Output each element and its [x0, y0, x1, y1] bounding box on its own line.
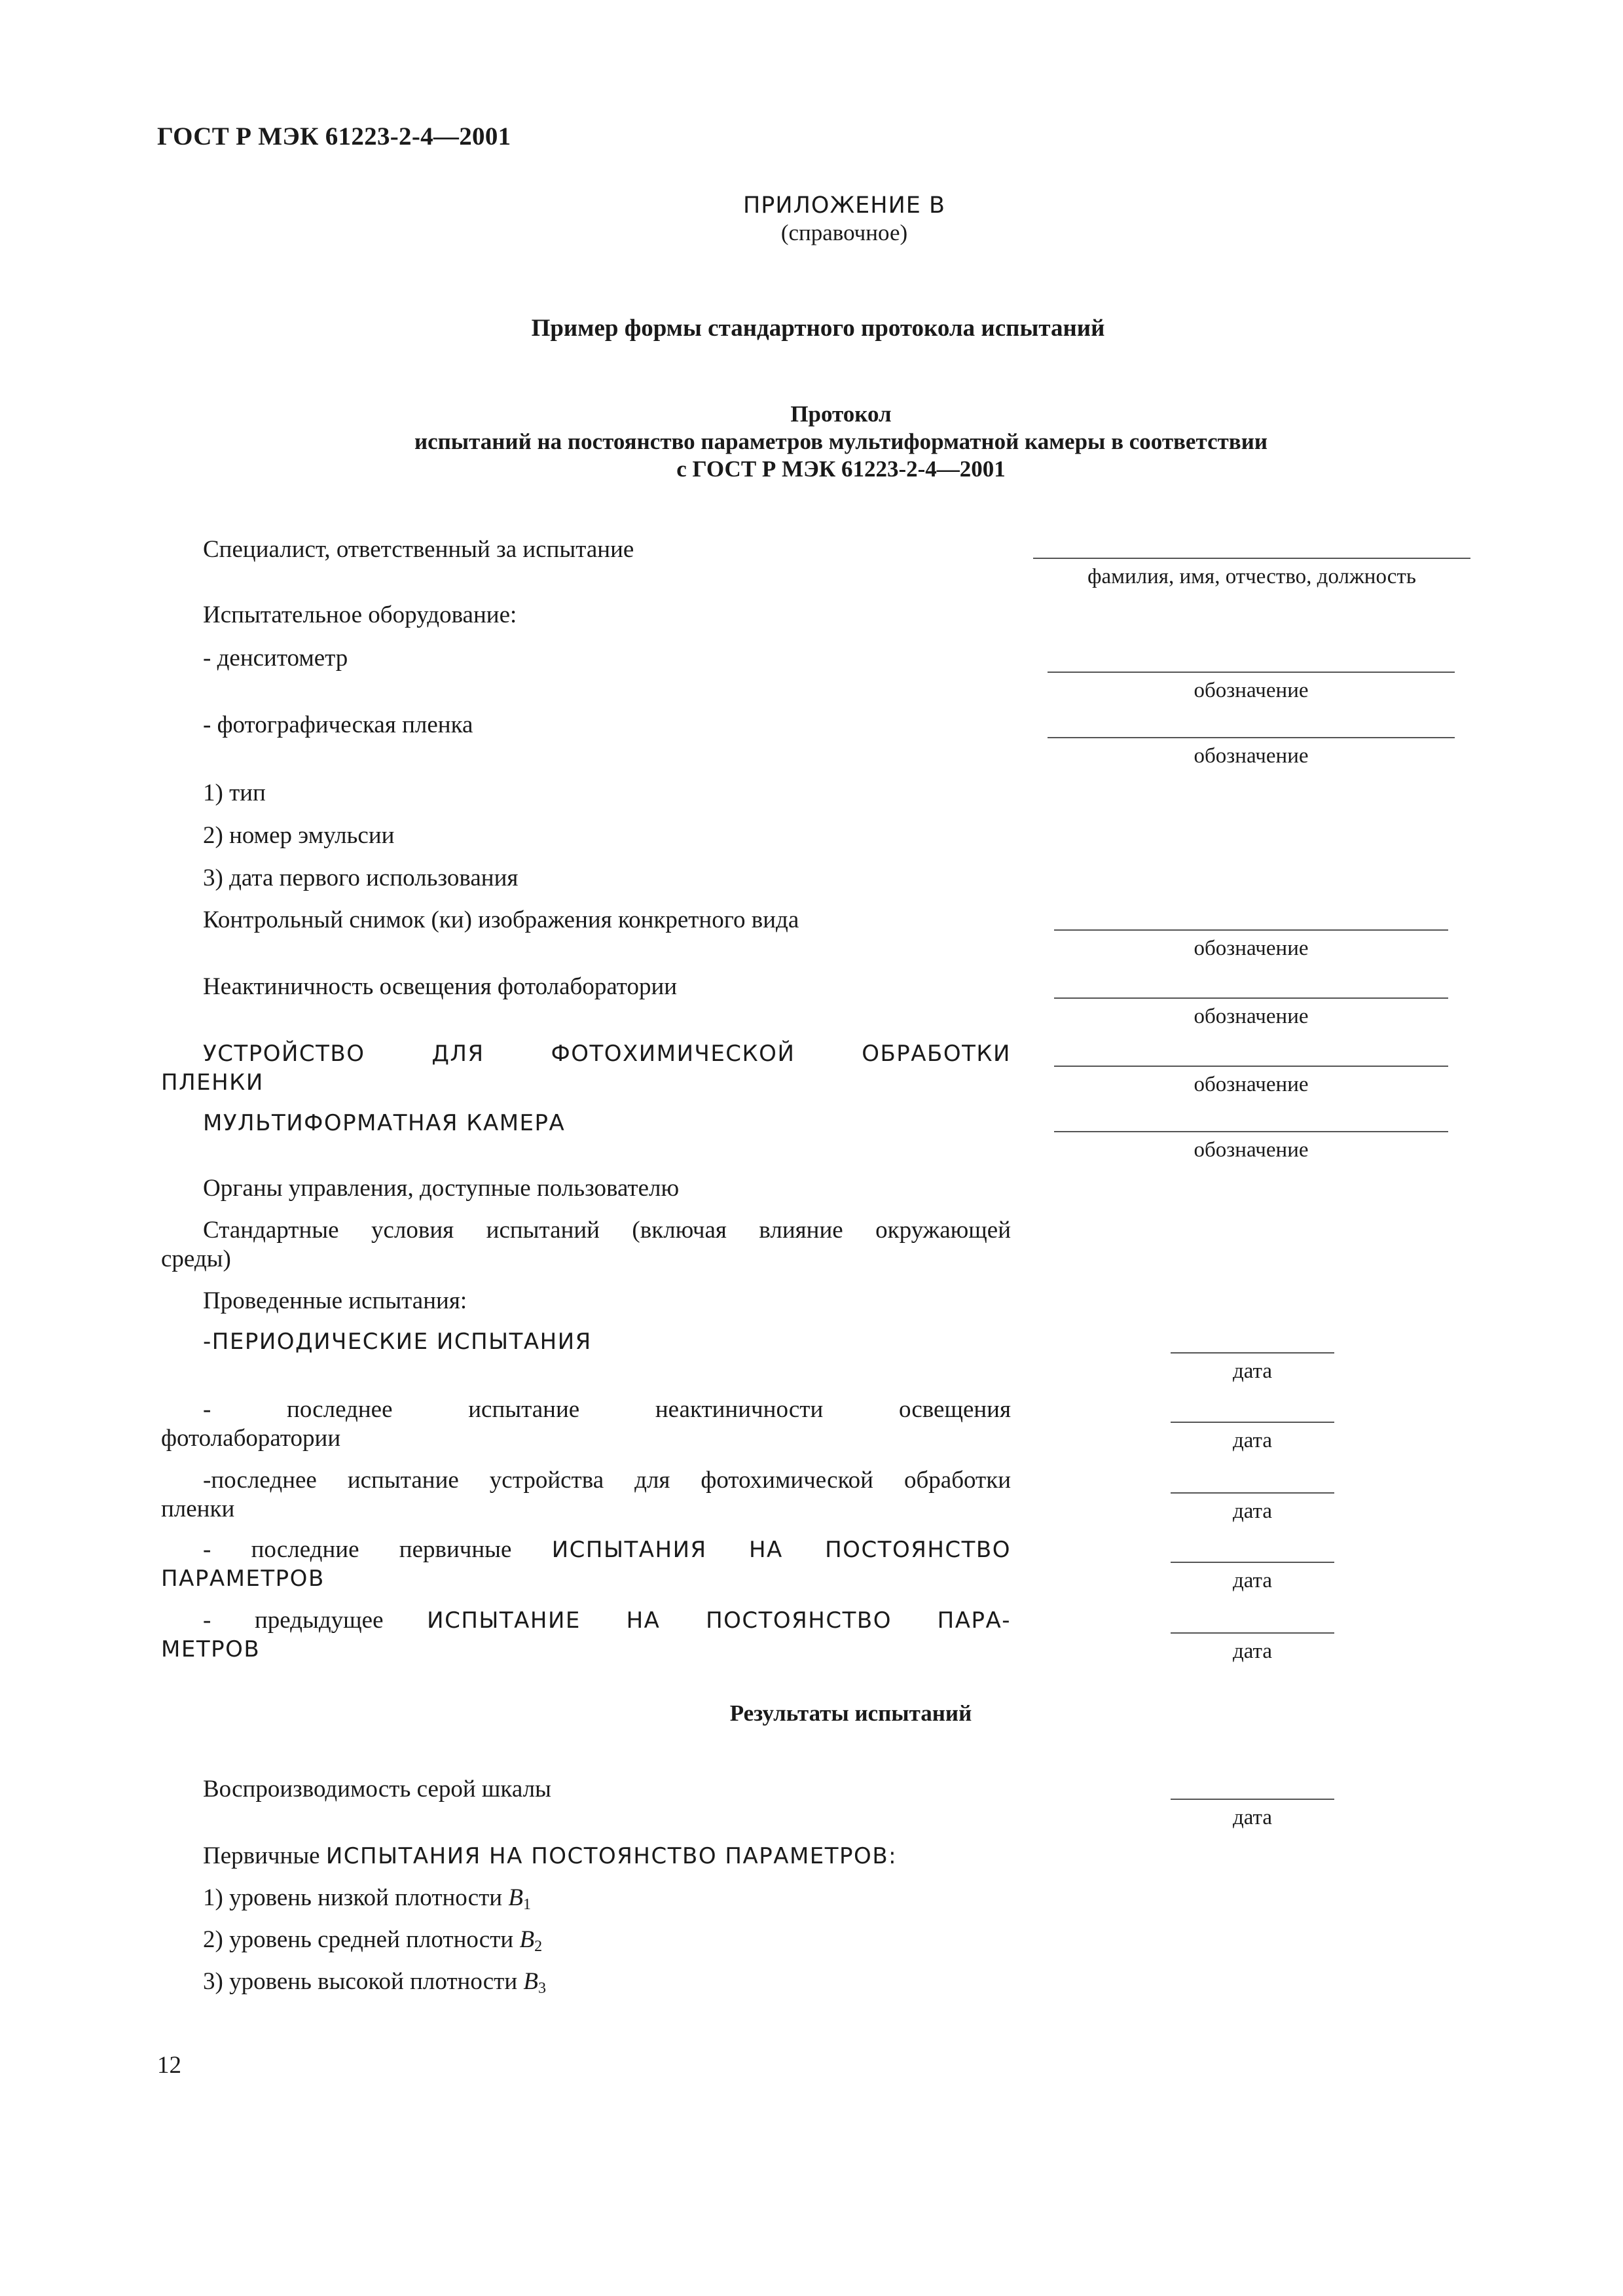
field-caption: фамилия, имя, отчество, должность	[1087, 565, 1416, 588]
conditions-label: Стандартные условия испытаний (включая влияние окружающей	[203, 1217, 1011, 1244]
density-index: 1	[522, 1896, 531, 1913]
entry-line	[1048, 672, 1455, 673]
previous-test-date[interactable]	[1171, 1632, 1334, 1664]
entry-line	[1171, 1632, 1334, 1634]
text-part: ИСПЫТАНИЯ НА ПОСТОЯНСТВО ПАРАМЕТРОВ:	[325, 1843, 898, 1869]
text-part: 3) уровень высокой плотности	[203, 1968, 524, 1995]
specialist-field[interactable]	[1033, 558, 1470, 589]
field-caption: дата	[1232, 1499, 1273, 1523]
field-caption: дата	[1232, 1429, 1273, 1452]
protocol-line: Протокол	[790, 401, 892, 427]
field-caption: дата	[1232, 1359, 1273, 1383]
field-caption: обозначение	[1194, 937, 1309, 960]
last-initial-test-date[interactable]	[1171, 1562, 1334, 1593]
high-density-label	[203, 1967, 546, 2003]
grey-scale-date[interactable]	[1171, 1799, 1334, 1830]
entry-line	[1054, 1066, 1448, 1067]
field-caption: обозначение	[1194, 1005, 1309, 1028]
signature-line	[1033, 558, 1470, 559]
control-image-label: Контрольный снимок (ки) изображения конкретного вида	[203, 906, 799, 933]
density-index: 2	[534, 1938, 543, 1955]
field-caption: обозначение	[1194, 744, 1309, 768]
appendix-note: (справочное)	[780, 220, 908, 245]
darkroom-field[interactable]	[1054, 997, 1448, 1029]
last-darkroom-test-label: - последнее испытание неактиничности освещения	[203, 1396, 1011, 1423]
field-caption: дата	[1232, 1806, 1273, 1829]
appendix-title: ПРИЛОЖЕНИЕ В	[742, 192, 946, 219]
field-caption: обозначение	[1194, 679, 1309, 702]
text-part: ИСПЫТАНИЕ НА ПОСТОЯНСТВО ПАРА-	[427, 1607, 1011, 1634]
specialist-label: Специалист, ответственный за испытание	[203, 536, 634, 563]
initial-tests-label	[203, 1842, 897, 1871]
entry-line	[1171, 1422, 1334, 1423]
protocol-line: с ГОСТ Р МЭК 61223-2-4—2001	[676, 456, 1006, 482]
tests-done-label: Проведенные испытания:	[203, 1287, 467, 1314]
processor-label-cont: ПЛЕНКИ	[161, 1069, 264, 1096]
previous-test-label-cont: МЕТРОВ	[161, 1636, 261, 1662]
conditions-label-cont: среды)	[161, 1246, 231, 1272]
entry-line	[1054, 1131, 1448, 1132]
field-caption: дата	[1232, 1640, 1273, 1663]
film-label: - фотографическая пленка	[203, 711, 473, 738]
darkroom-label: Неактиничность освещения фотолаборатории	[203, 973, 678, 1000]
film-type-label: 1) тип	[203, 780, 266, 806]
last-darkroom-test-date[interactable]	[1171, 1422, 1334, 1453]
last-initial-test-label-cont: ПАРАМЕТРОВ	[161, 1566, 325, 1592]
film-field[interactable]	[1048, 737, 1455, 768]
text-part: - последние первичные	[203, 1536, 552, 1563]
document-header: ГОСТ Р МЭК 61223-2-4—2001	[157, 122, 511, 151]
text-part: 1) уровень низкой плотности	[203, 1884, 509, 1911]
density-index: 3	[538, 1980, 546, 1997]
last-processor-test-date[interactable]	[1171, 1492, 1334, 1524]
results-title: Результаты испытаний	[729, 1700, 972, 1726]
entry-line	[1171, 1492, 1334, 1494]
camera-label: МУЛЬТИФОРМАТНАЯ КАМЕРА	[203, 1110, 566, 1136]
last-processor-test-label: -последнее испытание устройства для фотохимической обработки	[203, 1467, 1011, 1494]
periodic-tests-label: -ПЕРИОДИЧЕСКИЕ ИСПЫТАНИЯ	[203, 1329, 592, 1355]
entry-line	[1054, 929, 1448, 931]
text-part: - предыдущее	[203, 1607, 428, 1634]
previous-test-label	[203, 1606, 1011, 1635]
density-symbol: B	[523, 1968, 538, 1995]
protocol-heading	[0, 401, 1623, 483]
field-caption: обозначение	[1194, 1073, 1309, 1096]
field-caption: дата	[1232, 1569, 1273, 1592]
control-image-field[interactable]	[1054, 929, 1448, 961]
entry-line	[1171, 1799, 1334, 1800]
low-density-label	[203, 1884, 531, 1919]
camera-field[interactable]	[1054, 1131, 1448, 1162]
density-symbol: B	[519, 1926, 535, 1953]
first-use-label: 3) дата первого использования	[203, 865, 519, 891]
entry-line	[1171, 1562, 1334, 1563]
text-part: Первичные	[203, 1842, 326, 1869]
periodic-tests-date[interactable]	[1171, 1352, 1334, 1384]
text-part: 2) уровень средней плотности	[203, 1926, 520, 1953]
page-number: 12	[157, 2052, 181, 2079]
last-processor-test-label-cont: пленки	[161, 1496, 235, 1522]
last-initial-test-label	[203, 1535, 1011, 1564]
grey-scale-label: Воспроизводимость серой шкалы	[203, 1776, 551, 1803]
last-darkroom-test-label-cont: фотолаборатории	[161, 1425, 341, 1452]
processor-field[interactable]	[1054, 1066, 1448, 1097]
form-title: Пример формы стандартного протокола испытаний	[531, 315, 1105, 342]
processor-label: УСТРОЙСТВО ДЛЯ ФОТОХИМИЧЕСКОЙ ОБРАБОТКИ	[203, 1041, 1011, 1067]
equipment-label: Испытательное оборудование:	[203, 601, 517, 628]
appendix-heading	[0, 191, 1623, 246]
protocol-line: испытаний на постоянство параметров мультиформатной камеры в соответствии	[414, 429, 1268, 454]
mid-density-label	[203, 1926, 542, 1961]
field-caption: обозначение	[1194, 1138, 1309, 1162]
densitometer-field[interactable]	[1048, 672, 1455, 703]
entry-line	[1054, 997, 1448, 999]
text-part: ИСПЫТАНИЯ НА ПОСТОЯНСТВО	[551, 1537, 1012, 1563]
entry-line	[1171, 1352, 1334, 1354]
density-symbol: B	[508, 1884, 523, 1911]
emulsion-label: 2) номер эмульсии	[203, 822, 395, 849]
densitometer-label: - денситометр	[203, 645, 348, 672]
controls-label: Органы управления, доступные пользователю	[203, 1175, 680, 1202]
entry-line	[1048, 737, 1455, 738]
